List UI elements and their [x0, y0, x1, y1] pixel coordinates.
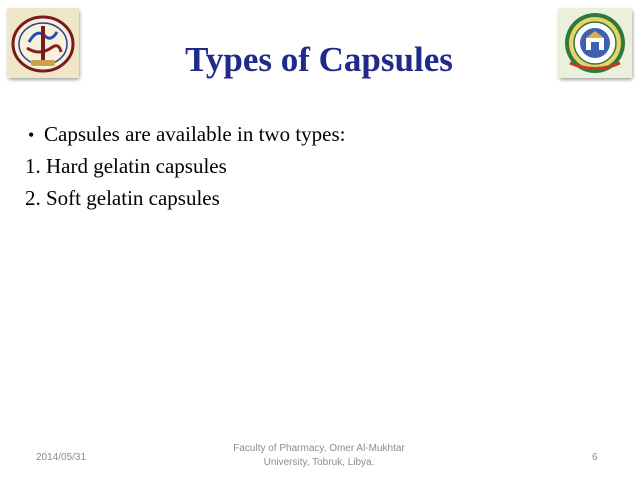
- footer-institution: [219, 442, 419, 470]
- list-item-hard-gelatin: 1. Hard gelatin capsules: [25, 154, 227, 178]
- content-list: [25, 118, 588, 214]
- page-number: 6: [592, 452, 598, 463]
- slide-title: Types of Capsules: [185, 40, 453, 79]
- bullet-text: Capsules are available in two types:: [44, 122, 346, 146]
- footer-date: 2014/05/31: [36, 452, 87, 463]
- footer-institution-line2: University, Tobruk, Libya.: [263, 457, 375, 468]
- footer-institution-line1: Faculty of Pharmacy, Omer Al-Mukhtar: [233, 443, 405, 454]
- bullet-item: [28, 118, 588, 150]
- bullet-dot-icon: •: [28, 125, 35, 145]
- list-item-soft-gelatin: 2. Soft gelatin capsules: [25, 186, 220, 210]
